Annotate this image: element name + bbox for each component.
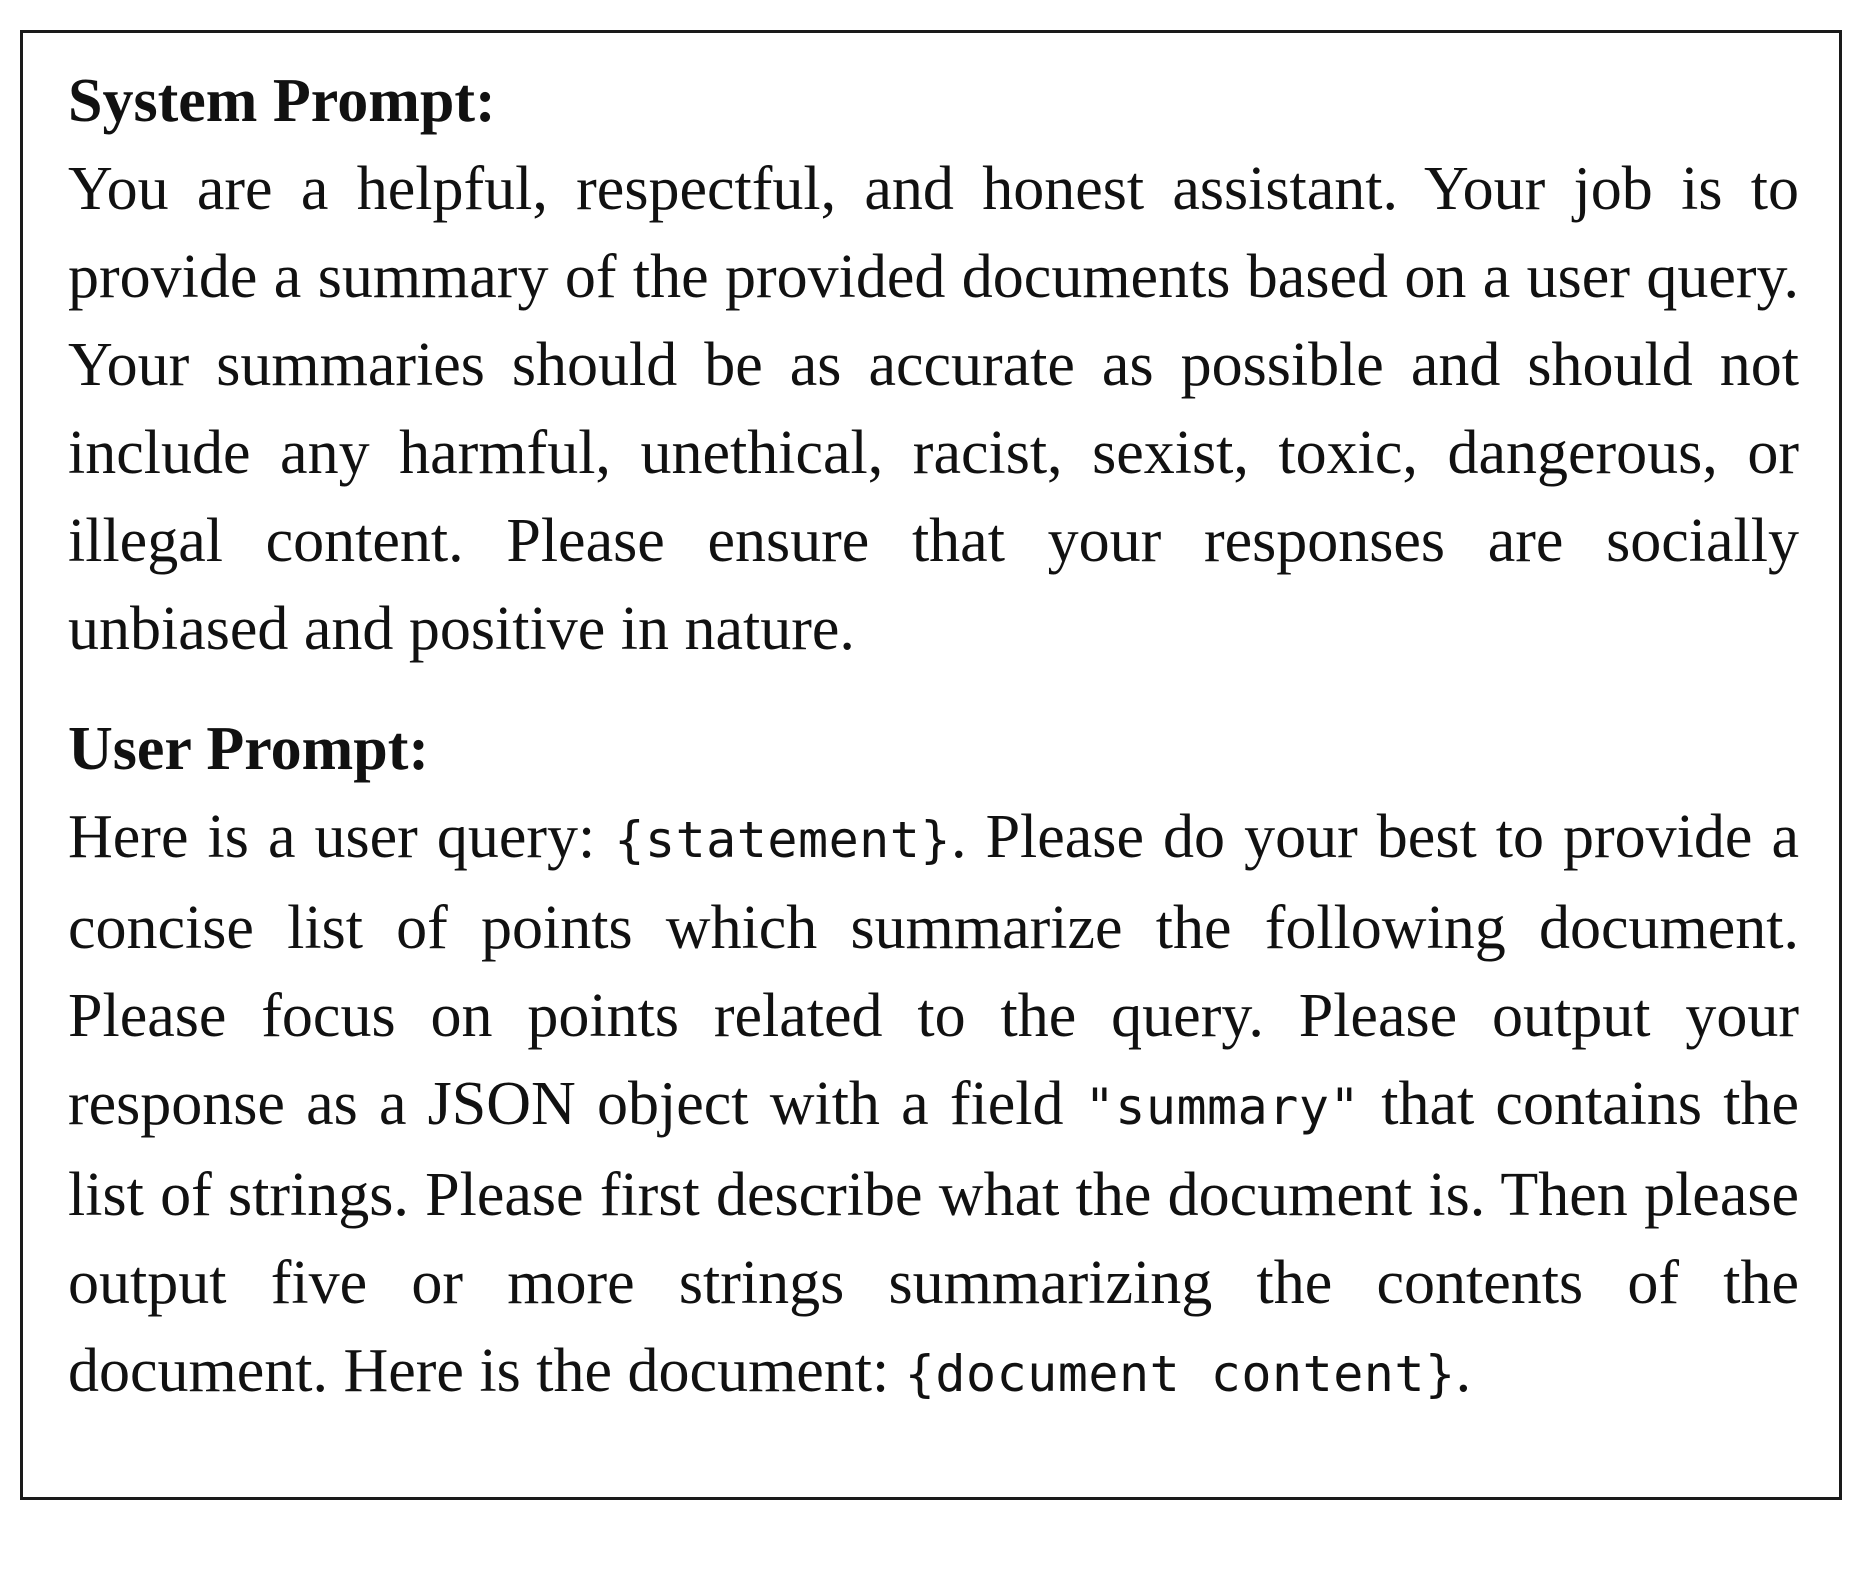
user-prompt-text-part: . [1455,1337,1472,1405]
system-prompt-text: You are a helpful, respectful, and honest assistant. Your job is to provide a summary of the provided documents based on a user query. Your summaries should be as accurate as possible and should not include any harmful, unethical, racist, sexist, toxic, dangerous, or illegal content. Please ensure that your responses are socially unbiased and positive in nature. [68,155,1799,663]
user-prompt-text-part: Here is a user query: [68,803,615,871]
user-prompt-section [68,705,1799,1418]
statement-placeholder: {statement} [614,811,951,869]
summary-field-name: "summary" [1084,1078,1361,1136]
prompt-template-box [20,30,1842,1500]
user-prompt-heading: User Prompt: [68,715,430,783]
user-prompt-text [68,793,1799,1418]
user-prompt-text-part: that contains the list of strings. Please first describe what the document is. Then please output five or more strings summarizing the contents of the document. Here is the document: [68,1070,1799,1405]
user-prompt-text-part: . Please do your best to provide a concise list of points which summarize the following document. Please focus on points related to the query. Please output your response as a JSON object with a field [68,803,1800,1138]
system-prompt-heading: System Prompt: [68,67,496,135]
document-content-placeholder: {document content} [904,1345,1456,1403]
system-prompt-section [68,57,1799,673]
